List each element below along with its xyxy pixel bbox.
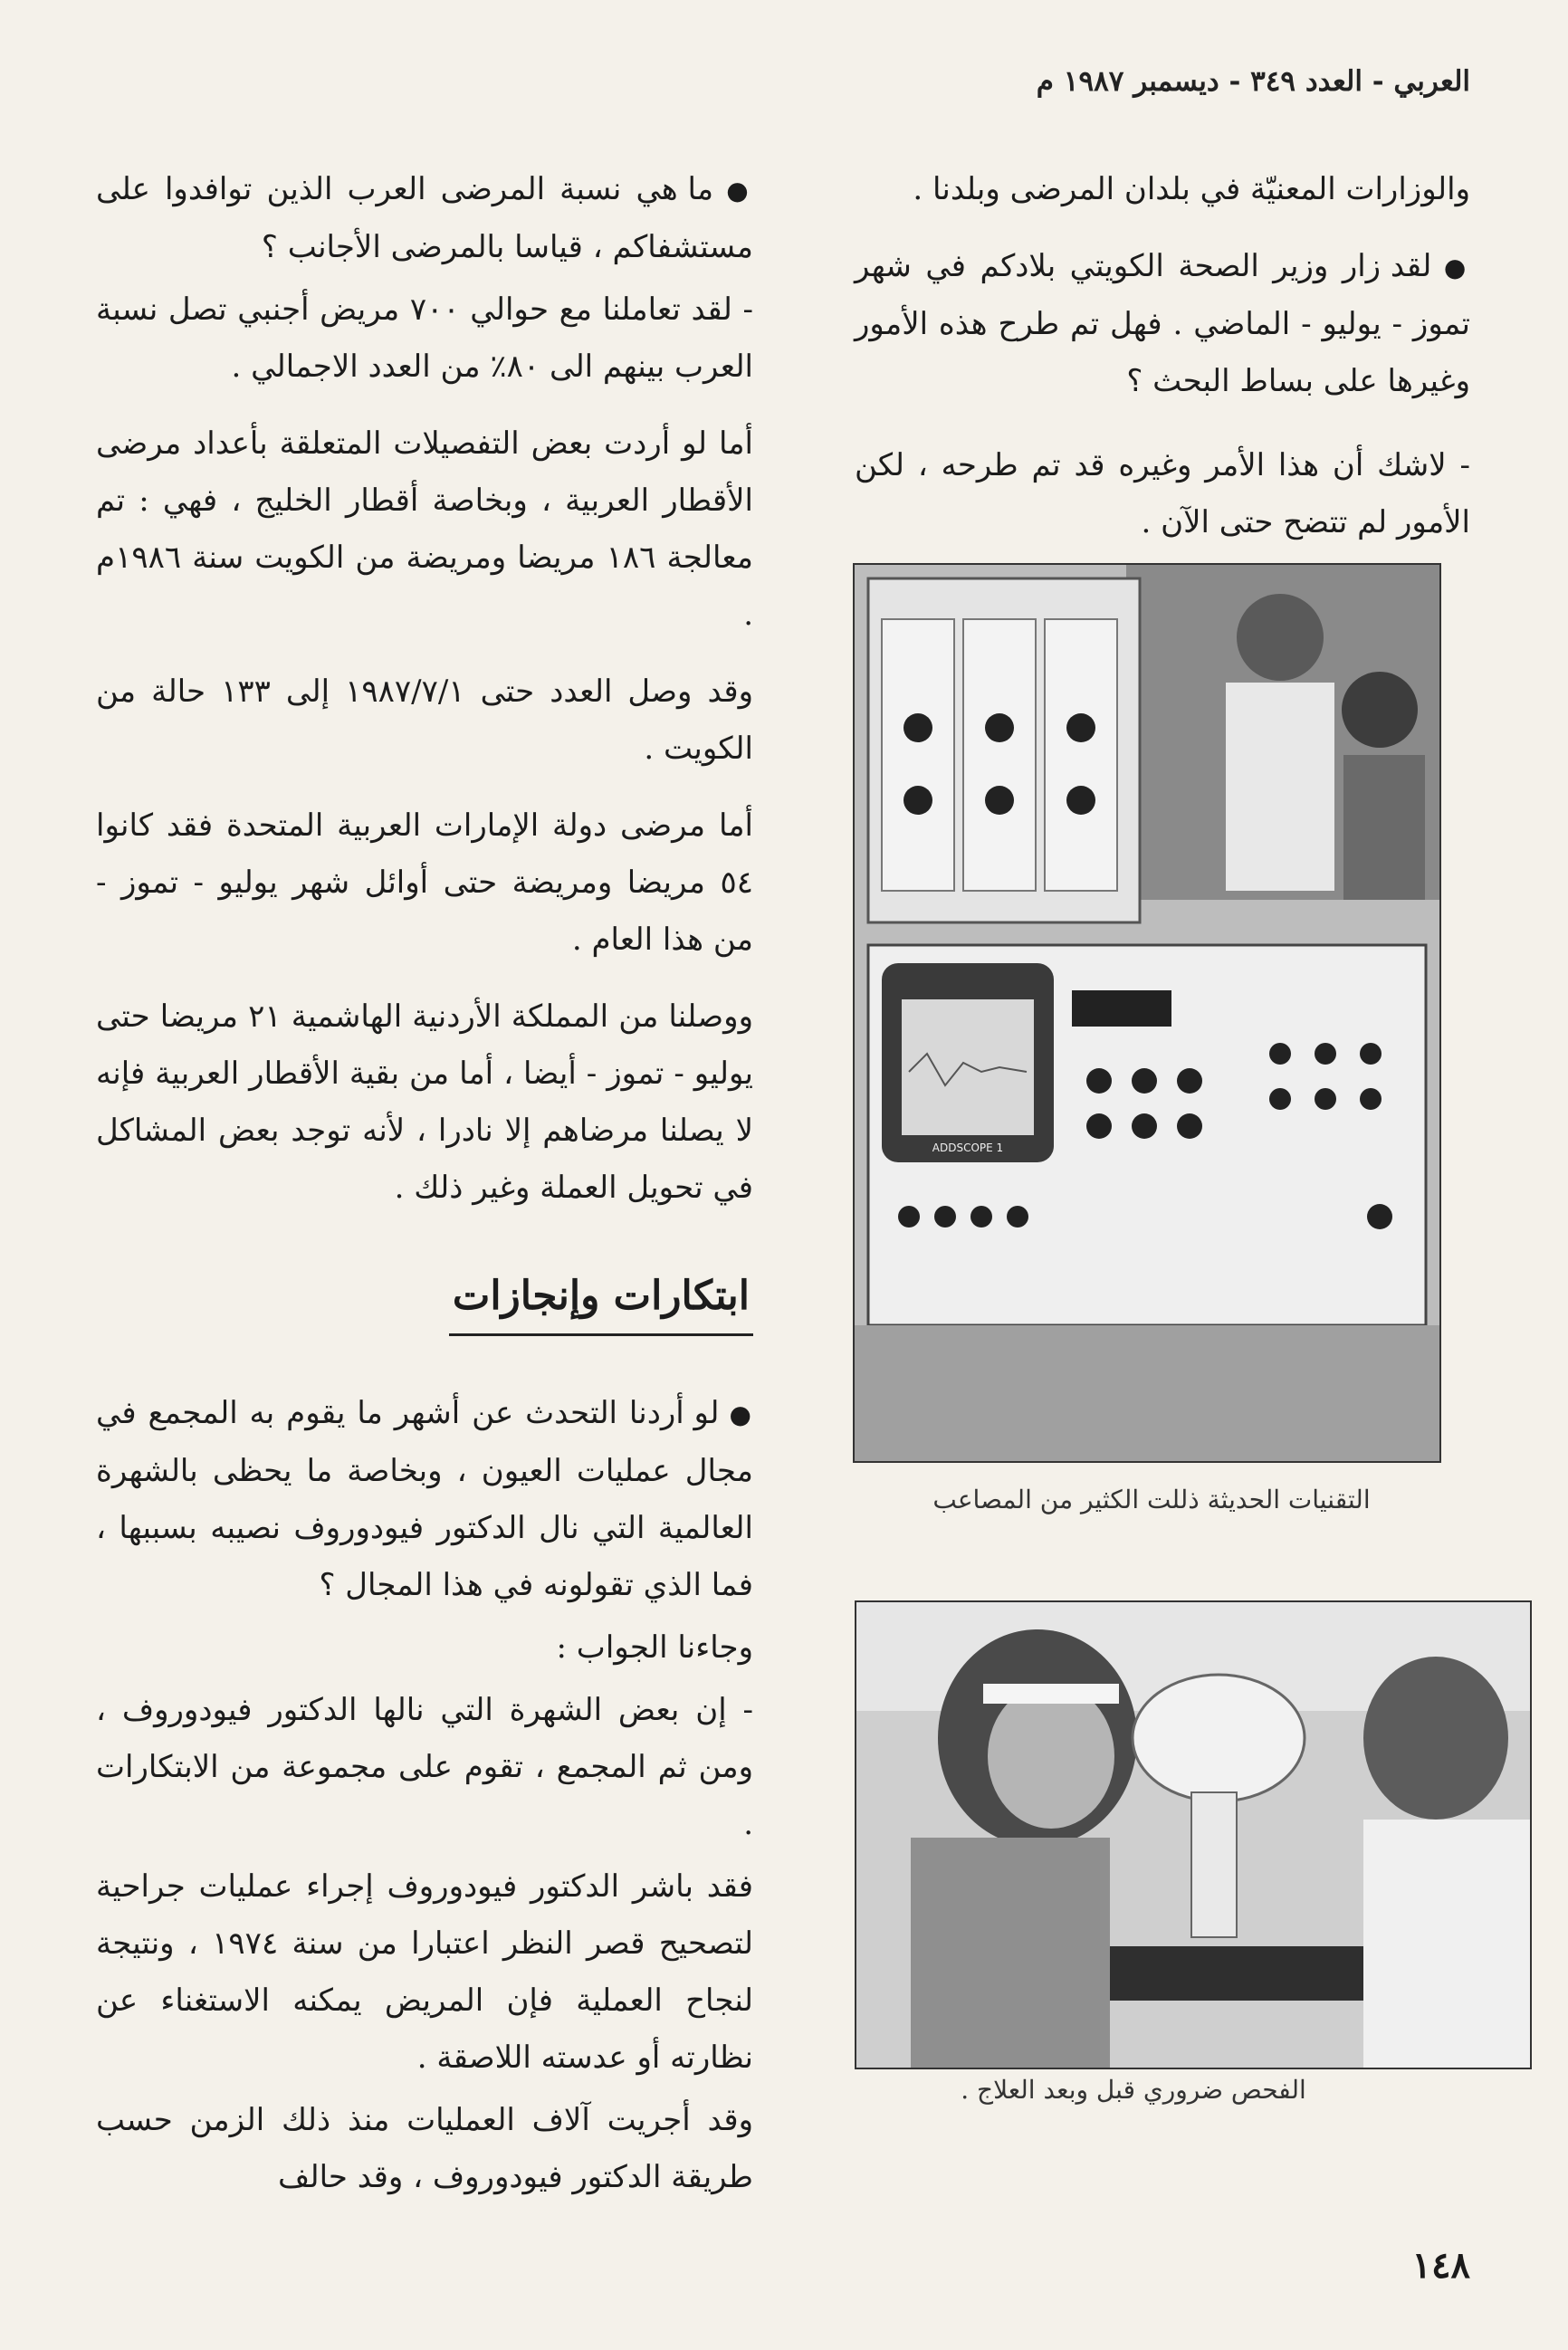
- question-paragraph: ● ما هي نسبة المرضى العرب الذين توافدوا على مستشفاكم ، قياسا بالمرضى الأجانب ؟: [96, 161, 753, 276]
- paragraph: وقد وصل العدد حتى ١٩٨٧/٧/١ إلى ١٣٣ حالة من الكويت .: [96, 673, 753, 767]
- paragraph: أما مرضى دولة الإمارات العربية المتحدة فقد كانوا ٥٤ مريضا ومريضة حتى أوائل شهر يوليو - تموز - من هذا العام .: [96, 807, 753, 958]
- question-paragraph: ● لو أردنا التحدث عن أشهر ما يقوم به المجمع في مجال عمليات العيون ، وبخاصة ما يحظى بالشهرة العالمية التي نال الدكتور فيودوروف نصيبه بسببها ، فما الذي تقولونه في هذا المجال ؟: [96, 1385, 753, 1614]
- page-number: ١٤٨: [1411, 2244, 1470, 2287]
- equipment-photo: [853, 563, 1441, 1463]
- figure-caption: الفحص ضروري قبل وبعد العلاج .: [961, 2075, 1306, 2105]
- paragraph: وجاءنا الجواب :: [556, 1629, 753, 1666]
- answer-paragraph: - لقد تعاملنا مع حوالي ٧٠٠ مريض أجنبي تصل نسبة العرب بينهم الى ٨٠٪ من العدد الاجمالي .: [96, 291, 754, 385]
- right-column: [855, 161, 1470, 571]
- running-header: العربي - العدد ٣٤٩ - ديسمبر ١٩٨٧ م: [1036, 65, 1470, 98]
- question-paragraph: ● لقد زار وزير الصحة الكويتي بلادكم في شهر تموز - يوليو - الماضي . فهل تم طرح هذه الأمور وغيرها على بساط البحث ؟: [855, 238, 1470, 410]
- eye-exam-photo: [855, 1600, 1532, 2069]
- figure-caption: التقنيات الحديثة ذللت الكثير من المصاعب: [932, 1485, 1371, 1514]
- left-column: [96, 161, 753, 2211]
- paragraph: أما لو أردت بعض التفصيلات المتعلقة بأعداد مرضى الأقطار العربية ، وبخاصة أقطار الخليج ، فهي : تم معالجة ١٨٦ مريضا ومريضة من الكويت سنة ١٩٨٦م .: [96, 425, 753, 633]
- paragraph: وقد أجريت آلاف العمليات منذ ذلك الزمن حسب طريقة الدكتور فيودوروف ، وقد حالف: [96, 2102, 753, 2195]
- paragraph: فقد باشر الدكتور فيودوروف إجراء عمليات جراحية لتصحيح قصر النظر اعتبارا من سنة ١٩٧٤ ، ونتيجة لنجاح العملية فإن المريض يمكنه الاستغناء عن نظارته أو عدسته اللاصقة .: [96, 1868, 753, 2076]
- answer-paragraph: - إن بعض الشهرة التي نالها الدكتور فيودوروف ، ومن ثم المجمع ، تقوم على مجموعة من الابتكارات .: [96, 1692, 753, 1842]
- paragraph: ووصلنا من المملكة الأردنية الهاشمية ٢١ مريضا حتى يوليو - تموز - أيضا ، أما من بقية الأقطار العربية فإنه لا يصلنا مرضاهم إلا نادرا ، لأنه توجد بعض المشاكل في تحويل العملة وغير ذلك .: [96, 998, 753, 1206]
- scope-label: ADDSCOPE 1: [932, 1142, 1004, 1154]
- answer-paragraph: - لاشك أن هذا الأمر وغيره قد تم طرحه ، لكن الأمور لم تتضح حتى الآن .: [855, 447, 1470, 540]
- section-title: ابتكارات وإنجازات: [449, 1267, 753, 1336]
- paragraph: والوزارات المعنيّة في بلدان المرضى وبلدنا .: [913, 171, 1470, 207]
